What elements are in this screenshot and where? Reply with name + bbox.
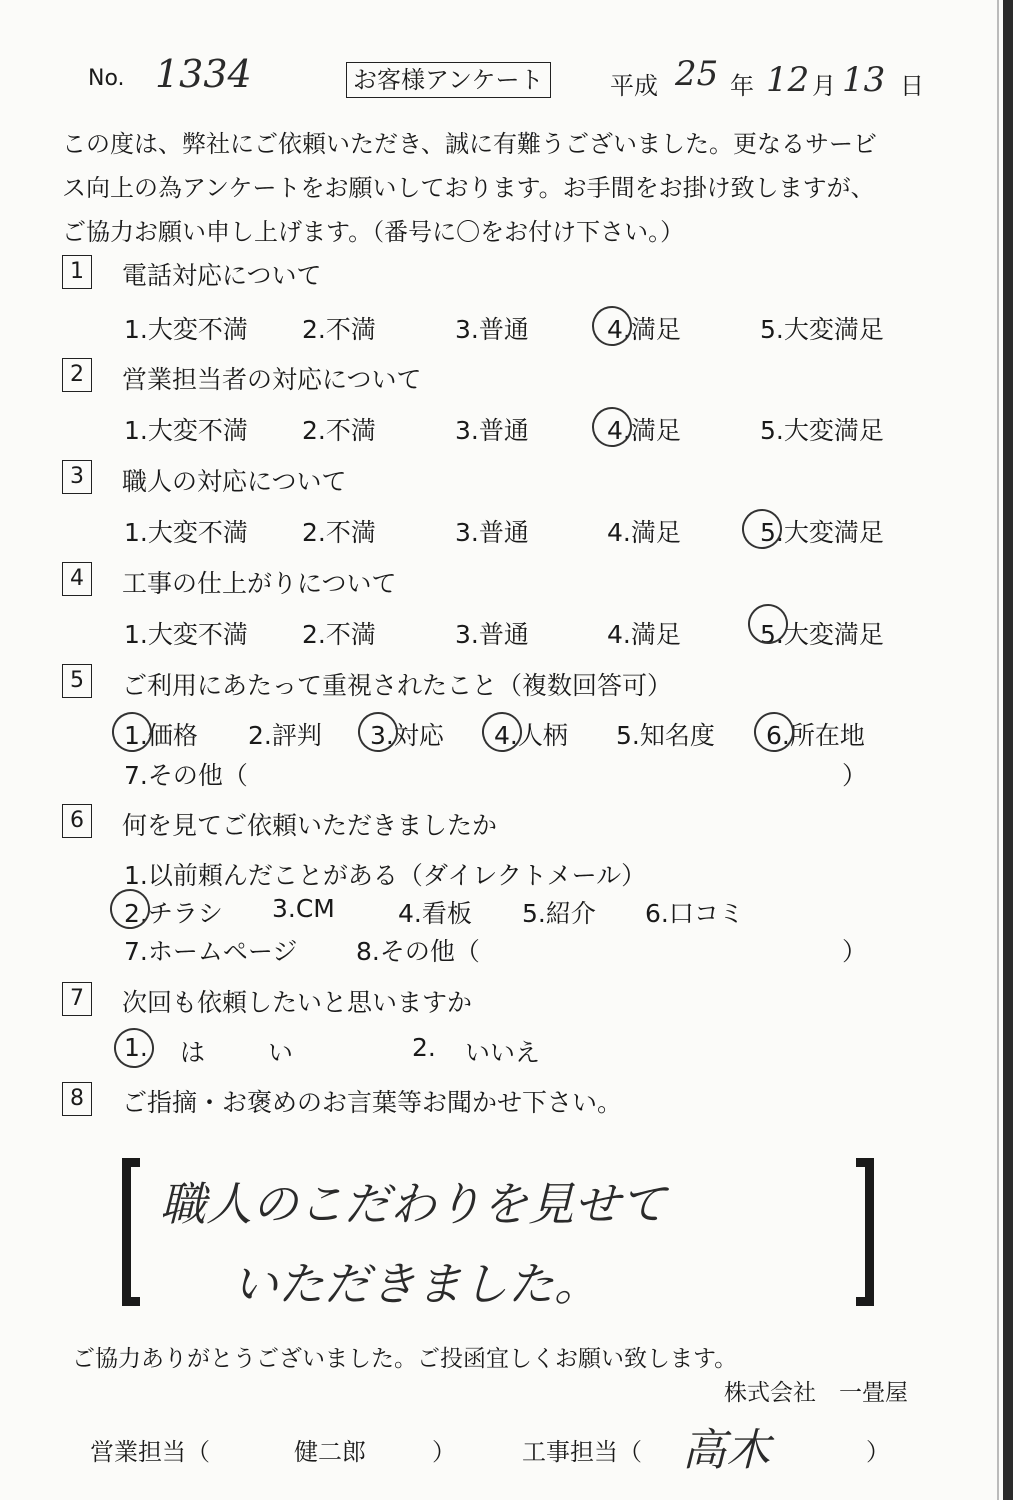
- question-2-text: 営業担当者の対応について: [122, 365, 422, 394]
- survey-number: 1334: [155, 52, 252, 96]
- q2-option-5: 5.大変満足: [760, 416, 884, 445]
- work-rep-close: ）: [866, 1438, 890, 1466]
- q1-option-1: 1.大変不満: [124, 315, 248, 344]
- month-unit: 月: [812, 72, 836, 100]
- sales-rep-close: ）: [432, 1438, 456, 1466]
- question-4-text: 工事の仕上がりについて: [122, 569, 397, 598]
- day-value: 13: [842, 60, 886, 100]
- question-number-7: 7: [62, 982, 92, 1016]
- sales-rep-label: 営業担当（: [90, 1438, 210, 1466]
- q5-option-personality: 4.人柄: [494, 721, 568, 750]
- comment-bracket-left: [122, 1158, 140, 1306]
- q7-option-no: いいえ: [465, 1038, 541, 1067]
- intro-line-2: ス向上の為アンケートをお願いしております。お手間をお掛け致しますが、: [62, 174, 875, 202]
- intro-line-3: ご協力お願い申し上げます。（番号に〇をお付け下さい。）: [62, 218, 685, 246]
- q6-option-signboard: 4.看板: [398, 899, 472, 928]
- question-number-4: 4: [62, 562, 92, 596]
- q2-option-3: 3.普通: [455, 416, 529, 445]
- question-7-text: 次回も依頼したいと思いますか: [122, 988, 473, 1017]
- q6-option-other: 8.その他（: [356, 937, 480, 966]
- q7-option-yes-ha: は: [180, 1038, 206, 1067]
- q6-option-flyer: 2.チラシ: [124, 899, 223, 928]
- q6-option-cm: 3.CM: [272, 894, 335, 923]
- q1-option-3: 3.普通: [455, 315, 529, 344]
- q5-option-other: 7.その他（: [124, 761, 248, 790]
- q4-option-1: 1.大変不満: [124, 620, 248, 649]
- work-rep-label: 工事担当（: [522, 1438, 642, 1466]
- q4-option-3: 3.普通: [455, 620, 529, 649]
- question-number-2: 2: [62, 358, 92, 392]
- company-name: 株式会社 一畳屋: [724, 1380, 908, 1406]
- q7-selected-circle: [110, 1024, 157, 1071]
- q6-option-previous: 1.以前頼んだことがある（ダイレクトメール）: [124, 861, 647, 890]
- q7-option-yes-num: 1.: [124, 1033, 148, 1062]
- q6-option-word-of-mouth: 6.口コミ: [645, 899, 744, 928]
- comment-bracket-right: [856, 1158, 874, 1306]
- q2-option-2: 2.不満: [302, 416, 376, 445]
- q4-option-4: 4.満足: [607, 620, 681, 649]
- scan-edge: [1003, 0, 1013, 1500]
- q3-option-5: 5.大変満足: [760, 518, 884, 547]
- q1-option-2: 2.不満: [302, 315, 376, 344]
- q5-option-recognition: 5.知名度: [616, 721, 715, 750]
- month-value: 12: [766, 60, 810, 100]
- q3-option-1: 1.大変不満: [124, 518, 248, 547]
- year-unit: 年: [730, 72, 754, 100]
- q7-option-yes-i: い: [268, 1038, 294, 1067]
- work-rep-name: 高木: [682, 1425, 770, 1476]
- q1-option-5: 5.大変満足: [760, 315, 884, 344]
- q1-option-4: 4.満足: [607, 315, 681, 344]
- q5-option-location: 6.所在地: [766, 721, 865, 750]
- q5-option-price: 1.価格: [124, 721, 198, 750]
- sales-rep-name: 健二郎: [294, 1438, 366, 1466]
- q2-option-4: 4.満足: [607, 416, 681, 445]
- q3-option-3: 3.普通: [455, 518, 529, 547]
- q2-option-1: 1.大変不満: [124, 416, 248, 445]
- question-1-text: 電話対応について: [122, 261, 322, 290]
- question-8-text: ご指摘・お褒めのお言葉等お聞かせ下さい。: [122, 1088, 623, 1117]
- year-value: 25: [675, 54, 719, 94]
- question-number-1: 1: [62, 255, 92, 289]
- scan-edge-line: [997, 0, 999, 1500]
- question-5-text: ご利用にあたって重視されたこと（複数回答可）: [122, 671, 673, 700]
- day-unit: 日: [900, 72, 924, 100]
- question-number-5: 5: [62, 664, 92, 698]
- intro-line-1: この度は、弊社にご依頼いただき、誠に有難うございました。更なるサービ: [62, 130, 878, 158]
- comment-line-1: 職人のこだわりを見せて: [160, 1177, 666, 1231]
- question-number-8: 8: [62, 1082, 92, 1116]
- q6-option-homepage: 7.ホームページ: [124, 937, 298, 966]
- comment-line-2: いただきました。: [232, 1257, 600, 1311]
- q3-option-4: 4.満足: [607, 518, 681, 547]
- q5-option-response: 3.対応: [370, 721, 444, 750]
- q4-option-5: 5.大変満足: [760, 620, 884, 649]
- q6-other-close: ）: [842, 937, 868, 966]
- q5-option-reputation: 2.評判: [248, 721, 322, 750]
- q3-option-2: 2.不満: [302, 518, 376, 547]
- question-number-3: 3: [62, 460, 92, 494]
- q7-option-no-num: 2.: [412, 1033, 436, 1062]
- era-label: 平成: [610, 72, 658, 100]
- no-label: No.: [88, 66, 125, 91]
- question-number-6: 6: [62, 804, 92, 838]
- question-3-text: 職人の対応について: [122, 467, 347, 496]
- question-6-text: 何を見てご依頼いただきましたか: [122, 811, 498, 840]
- thanks-message: ご協力ありがとうございました。ご投函宜しくお願い致します。: [72, 1346, 738, 1372]
- q6-option-referral: 5.紹介: [522, 899, 596, 928]
- q4-option-2: 2.不満: [302, 620, 376, 649]
- form-title: お客様アンケート: [346, 62, 551, 98]
- q5-other-close: ）: [842, 761, 868, 790]
